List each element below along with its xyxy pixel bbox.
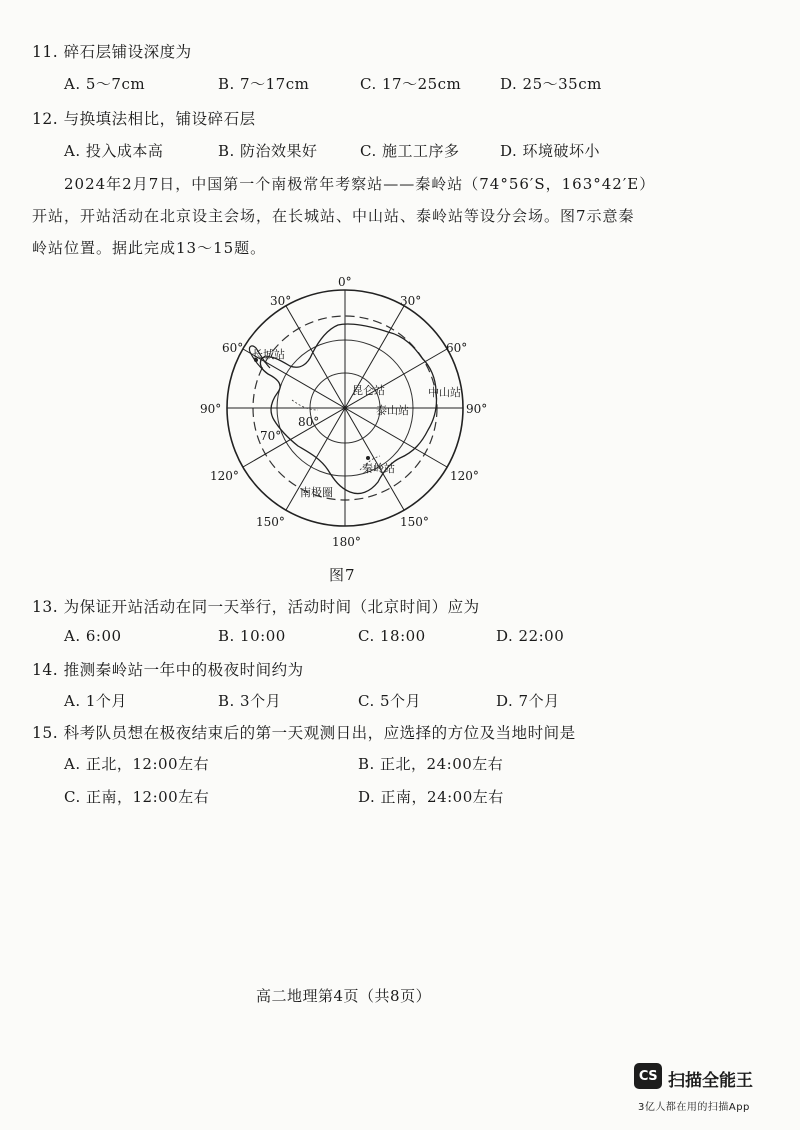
q11-option-a: A. 5～7cm [64,75,146,93]
q11-option-d: D. 25～35cm [500,75,602,93]
lon-label-30e: 30° [400,294,422,308]
q15-stem: 15. 科考队员想在极夜结束后的第一天观测日出，应选择的方位及当地时间是 [32,724,576,742]
lon-label-120e: 120° [450,469,479,483]
lon-label-180: 180° [332,535,361,549]
q12-option-d: D. 环境破坏小 [500,142,601,160]
antarctica-coastline [260,324,436,494]
lon-label-150w: 150° [256,515,285,529]
q15-option-a: A. 正北，12:00左右 [64,755,210,773]
figure-caption: 图7 [329,566,356,584]
q12-option-c: C. 施工工序多 [360,142,460,160]
intro-line-3: 岭站位置。据此完成13～15题。 [32,239,267,257]
q14-option-c: C. 5个月 [358,692,422,710]
q13-option-b: B. 10:00 [218,627,286,645]
lon-label-0: 0° [338,275,352,289]
station-kunlun: 昆仑站 [352,384,385,397]
station-qinling: 秦岭站 [362,462,395,475]
lon-label-120w: 120° [210,469,239,483]
q15-option-c: C. 正南，12:00左右 [64,788,210,806]
antarctica-polar-map [200,270,500,560]
station-changcheng: 长城站 [252,348,285,361]
lon-label-90e: 90° [466,402,488,416]
q12-option-a: A. 投入成本高 [64,142,164,160]
lon-label-60w: 60° [222,341,244,355]
meridian-lines [227,290,463,526]
station-zhongshan: 中山站 [428,386,461,399]
q14-option-a: A. 1个月 [64,692,127,710]
q13-option-d: D. 22:00 [496,627,565,645]
lat-label-70: 70° [260,429,282,443]
lon-label-90w: 90° [200,402,222,416]
q12-stem: 12. 与换填法相比，铺设碎石层 [32,110,256,128]
intro-line-1: 2024年2月7日，中国第一个南极常年考察站——秦岭站（74°56′S，163°42′E） [64,175,656,193]
q14-option-d: D. 7个月 [496,692,560,710]
q15-option-d: D. 正南，24:00左右 [358,788,504,806]
camscanner-tagline: 3亿人都在用的扫描App [638,1102,750,1113]
q12-option-b: B. 防治效果好 [218,142,318,160]
lon-label-150e: 150° [400,515,429,529]
q13-option-a: A. 6:00 [64,627,122,645]
q11-option-c: C. 17～25cm [360,75,462,93]
q15-option-b: B. 正北，24:00左右 [358,755,504,773]
q13-stem: 13. 为保证开站活动在同一天举行，活动时间（北京时间）应为 [32,598,480,616]
antarctic-circle-label: 南极圈 [300,486,333,499]
q14-option-b: B. 3个月 [218,692,282,710]
camscanner-logo-icon: CS [634,1063,662,1089]
q13-option-c: C. 18:00 [358,627,426,645]
camscanner-name: 扫描全能王 [668,1071,753,1091]
lat-label-80: 80° [298,415,320,429]
station-taishan: 泰山站 [376,404,409,417]
q11-option-b: B. 7～17cm [218,75,310,93]
q11-stem: 11. 碎石层铺设深度为 [32,43,192,61]
lon-label-60e: 60° [446,341,468,355]
intro-line-2: 开站，开站活动在北京设主会场，在长城站、中山站、泰岭站等设分会场。图7示意秦 [32,207,635,225]
lon-label-30w: 30° [270,294,292,308]
page-footer: 高二地理第4页（共8页） [256,987,432,1005]
q14-stem: 14. 推测秦岭站一年中的极夜时间约为 [32,661,304,679]
